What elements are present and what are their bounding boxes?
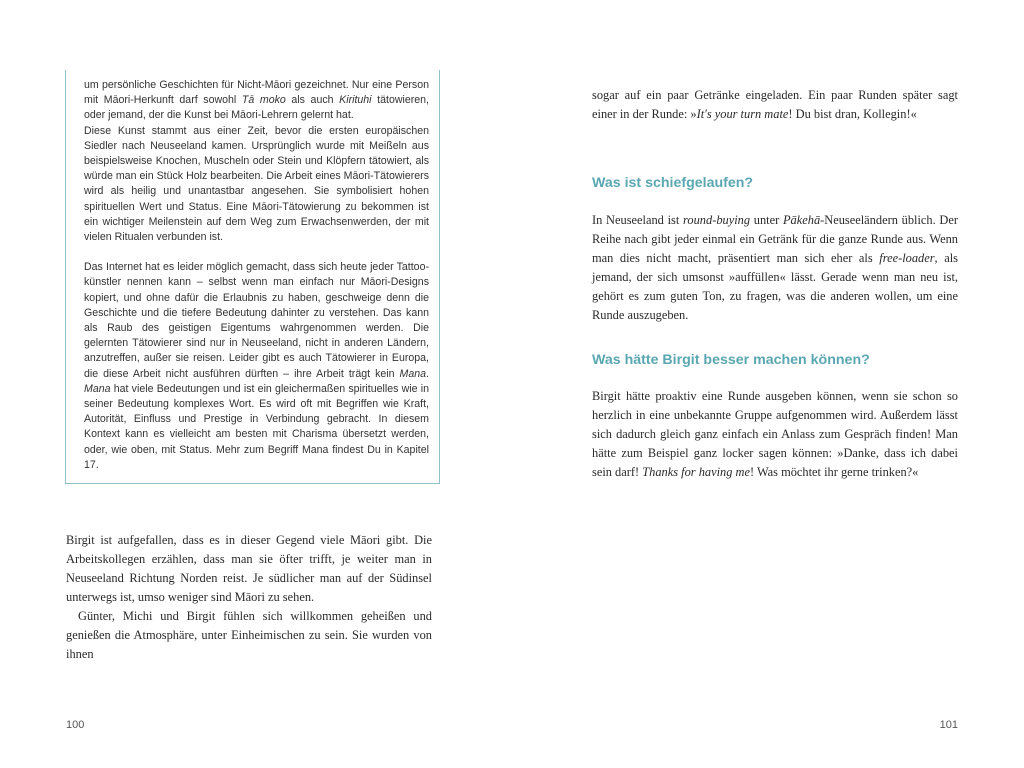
- text-run: -Neuseeländern üblich. Der Reihe nach gibt jeder einmal ein Getränk für die ganze Runde aus. Wenn man dies nicht macht, präsentiert man sich eher als: [592, 213, 958, 265]
- italic-term: Tā moko: [241, 94, 286, 107]
- page-number: 101: [939, 719, 958, 731]
- italic-term: Mana: [399, 367, 427, 380]
- info-box-paragraph: [84, 260, 429, 473]
- body-paragraph: [592, 86, 958, 124]
- left-body-text: [66, 531, 432, 664]
- body-paragraph: Günter, Michi und Birgit fühlen sich willkommen geheißen und genießen die Atmosphäre, unter Einheimischen zu sein. Sie wurden von ihnen: [66, 609, 432, 661]
- text-run: unter: [750, 213, 783, 227]
- text-run: tätowieren, oder jemand, der die Kunst bei Māori-Lehrern gelernt hat.: [84, 94, 429, 122]
- text-run: Das Internet hat es leider möglich gemacht, dass sich heute jeder Tattoo-künstler nennen kann – selbst wenn man einfach nur Māori-Designs kopiert, und ohne dafür die Erlaubnis zu haben, geschweige denn die Geschichte und die tiefere Bedeutung dahinter zu verstehen. Das kann als Raub des geistigen Eigentums wahrgenommen werden. Die gelernten Tätowierer sind nur in Neuseeland, nicht in anderen Ländern, anzutreffen, außer sie reisen. Leider gibt es auch Tätowierer in Europa, die diese Arbeit nicht ausführen dürften – ihre Arbeit trägt kein: [84, 261, 429, 380]
- italic-quote: It's your turn mate: [696, 107, 789, 121]
- italic-term: Kirituhi: [339, 94, 372, 107]
- text-run: ! Was möchtet ihr gerne trinken?«: [749, 465, 919, 479]
- info-box: [65, 70, 440, 484]
- text-run: Birgit hätte proaktiv eine Runde ausgeben können, wenn sie schon so herzlich in eine unbekannte Gruppe aufgenommen wird. Außerdem lässt sich dadurch gleich ganz einfach ein Anlass zum Gespräch finden! Man hätte zum Beispiel ganz locker sagen können: »Danke, dass ich dabei sein darf!: [592, 389, 958, 479]
- text-run: ! Du bist dran, Kollegin!«: [788, 107, 917, 121]
- page-number: 100: [66, 719, 85, 731]
- text-run: hat viele Bedeutungen und ist ein gleichermaßen spirituelles wie in seiner Bedeutung komplexes Wort. Es wird oft mit Begriffen wie Kraft, Autorität, Einfluss und Prestige in Verbindung gebracht. In diesem Kontext kann es vielleicht am besten mit Charisma übersetzt werden, oder, wie oben, mit Status. Mehr zum Begriff Mana findest Du in Kapitel 17.: [84, 382, 429, 471]
- body-paragraph: Birgit ist aufgefallen, dass es in dieser Gegend viele Māori gibt. Die Arbeitskollegen erzählen, dass man sie öfter trifft, je weiter man in Neuseeland Richtung Norden reist. Je südlicher man auf der Südinsel unterwegs ist, umso weniger sind Māori zu sehen.: [66, 533, 432, 604]
- italic-term: Pākehā: [782, 213, 821, 227]
- body-paragraph: [592, 387, 958, 482]
- text-run: als auch: [285, 94, 340, 107]
- section-heading: Was ist schiefgelaufen?: [592, 175, 754, 191]
- italic-term: Mana: [84, 382, 111, 395]
- section-heading: Was hätte Birgit besser machen können?: [592, 352, 870, 368]
- info-box-paragraph: Diese Kunst stammt aus einer Zeit, bevor die ersten europäischen Siedler nach Neuseeland kamen. Ursprünglich wurde mit Meißeln aus beispielsweise Knochen, Muscheln oder Stein und Klöpfern tätowiert, als würde man ein Stück Holz bearbeiten. Die Arbeit eines Māori-Tätowierers wird als heilig und unantastbar angesehen. Sie symbolisiert hohen spirituellen Wert und Status. Eine Māori-Tätowierung zu bekommen ist ein wichtiger Meilenstein auf dem Weg zum Erwachsenwerden, der mit vielen Ritualen verbunden ist.: [84, 124, 429, 244]
- text-run: um persönliche Geschichten für Nicht-Māori gezeichnet. Nur eine Person mit Māori-Herkunft darf sowohl: [84, 79, 429, 107]
- italic-term: round-buying: [683, 213, 751, 227]
- text-run: .: [426, 367, 429, 380]
- italic-term: free-loader: [879, 251, 935, 265]
- paragraph-gap: [84, 245, 429, 260]
- text-run: sogar auf ein paar Getränke eingeladen. Ein paar Runden später sagt einer in der Runde: »: [592, 88, 958, 121]
- info-box-paragraph: [84, 78, 429, 124]
- text-run: , als jemand, der sich umsonst »auffüllen« lässt. Gerade wenn man neu ist, gehört es zum guten Ton, zu fragen, was die anderen wollen, um eine Runde auszugeben.: [592, 251, 958, 322]
- text-run: In Neuseeland ist: [592, 213, 684, 227]
- italic-quote: Thanks for having me: [642, 465, 750, 479]
- right-page: [512, 0, 1024, 768]
- body-paragraph: [592, 211, 958, 325]
